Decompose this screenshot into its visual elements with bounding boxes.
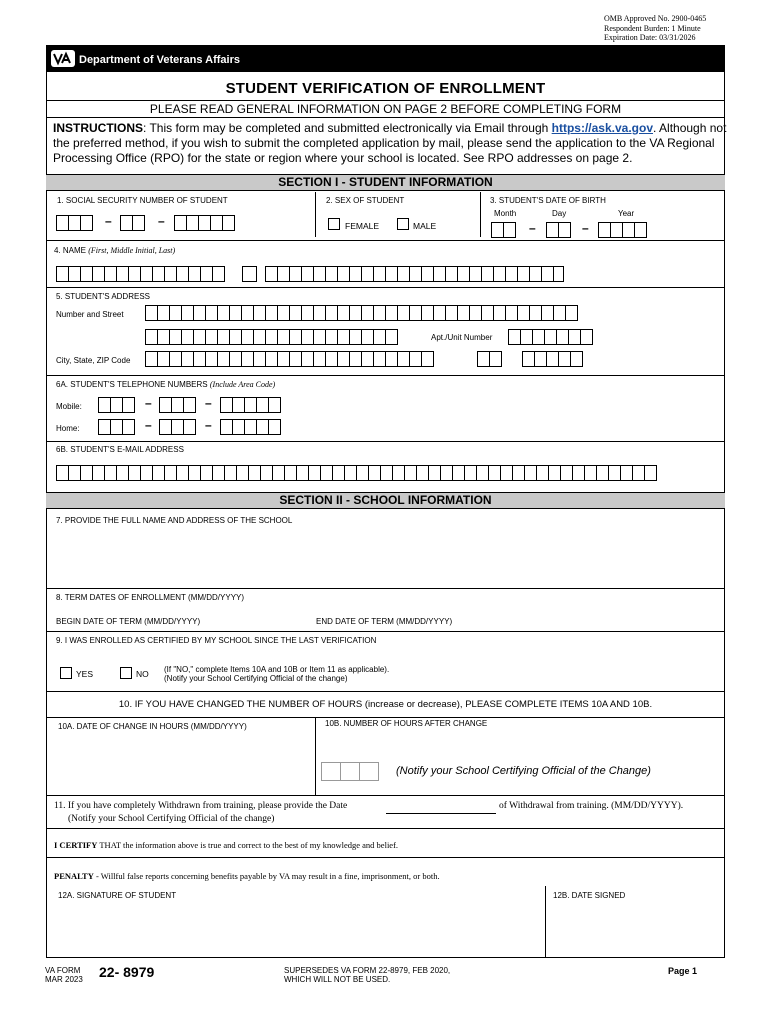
dob-dash: – bbox=[529, 221, 536, 235]
ask-va-link[interactable]: https://ask.va.gov bbox=[551, 121, 654, 135]
end-date-label: END DATE OF TERM (MM/DD/YYYY) bbox=[316, 617, 453, 626]
divider bbox=[46, 828, 725, 829]
yes-label: YES bbox=[76, 669, 94, 679]
section-1-header: SECTION I - STUDENT INFORMATION bbox=[46, 174, 725, 191]
mobile-area-field[interactable] bbox=[98, 397, 135, 413]
home-label: Home: bbox=[56, 424, 80, 433]
street-line-2-field[interactable] bbox=[145, 329, 398, 345]
last-name-field[interactable] bbox=[265, 266, 564, 282]
divider bbox=[46, 375, 725, 376]
divider bbox=[315, 717, 316, 795]
form-date: MAR 2023 bbox=[45, 975, 83, 984]
date-change-label: 10A. DATE OF CHANGE IN HOURS (MM/DD/YYYY) bbox=[58, 722, 247, 731]
va-logo-icon bbox=[51, 50, 75, 67]
form-title: STUDENT VERIFICATION OF ENROLLMENT bbox=[225, 80, 546, 97]
divider bbox=[545, 886, 546, 958]
withdrawn-text-2: of Withdrawal from training. (MM/DD/YYYY). bbox=[499, 801, 684, 811]
name-label: 4. NAME (First, Middle Initial, Last) bbox=[54, 246, 176, 255]
yes-checkbox[interactable] bbox=[60, 667, 72, 679]
divider bbox=[315, 192, 316, 237]
omb-burden: Respondent Burden: 1 Minute bbox=[604, 23, 701, 33]
form-number: 22- 8979 bbox=[99, 964, 155, 980]
signature-label: 12A. SIGNATURE OF STUDENT bbox=[58, 891, 177, 900]
omb-expiration: Expiration Date: 03/31/2026 bbox=[604, 33, 696, 42]
ssn-dash: – bbox=[158, 214, 165, 228]
phone-dash: – bbox=[145, 396, 152, 410]
male-label: MALE bbox=[413, 221, 437, 231]
divider bbox=[480, 192, 481, 237]
signature-field[interactable] bbox=[48, 904, 543, 956]
withdrawn-text-1: 11. If you have completely Withdrawn from training, please provide the Date bbox=[54, 801, 348, 811]
dob-dash: – bbox=[582, 221, 589, 235]
mobile-prefix-field[interactable] bbox=[159, 397, 196, 413]
no-note-1: (If "NO," complete Items 10A and 10B or Item 11 as applicable). bbox=[164, 665, 390, 674]
date-signed-label: 12B. DATE SIGNED bbox=[553, 891, 626, 900]
female-label: FEMALE bbox=[345, 221, 380, 231]
dob-year-field[interactable] bbox=[598, 222, 647, 238]
phone-dash: – bbox=[145, 418, 152, 432]
dob-day-field[interactable] bbox=[546, 222, 571, 238]
city-field[interactable] bbox=[145, 351, 434, 367]
instructions-label: INSTRUCTIONS bbox=[53, 121, 143, 135]
enrolled-label: 9. I WAS ENROLLED AS CERTIFIED BY MY SCHOOL SINCE THE LAST VERIFICATION bbox=[56, 636, 377, 645]
phone-hint: (Include Area Code) bbox=[209, 380, 276, 389]
instructions-text-1: : This form may be completed and submitted electronically via Email through bbox=[143, 121, 552, 135]
city-state-zip-label: City, State, ZIP Code bbox=[56, 356, 131, 365]
divider bbox=[46, 857, 725, 858]
begin-date-label: BEGIN DATE OF TERM (MM/DD/YYYY) bbox=[56, 617, 201, 626]
penalty-statement: PENALTY - Willful false reports concerning benefits payable by VA may result in a fine, imprisonment, or both. bbox=[54, 871, 440, 881]
dob-year-label: Year bbox=[618, 209, 635, 218]
mobile-line-field[interactable] bbox=[220, 397, 281, 413]
dob-month-label: Month bbox=[494, 209, 517, 218]
street-label: Number and Street bbox=[56, 310, 124, 319]
home-line-field[interactable] bbox=[220, 419, 281, 435]
first-name-field[interactable] bbox=[56, 266, 225, 282]
no-label: NO bbox=[136, 669, 149, 679]
divider bbox=[46, 240, 725, 241]
apt-field[interactable] bbox=[508, 329, 593, 345]
department-name: Department of Veterans Affairs bbox=[79, 54, 240, 66]
email-label: 6B. STUDENT'S E-MAIL ADDRESS bbox=[56, 445, 184, 454]
phone-label: 6A. STUDENT'S TELEPHONE NUMBERS (Include Area Code) bbox=[56, 380, 276, 389]
ssn-dash: – bbox=[105, 214, 112, 228]
divider bbox=[46, 287, 725, 288]
section-2-header: SECTION II - SCHOOL INFORMATION bbox=[46, 492, 725, 509]
school-label: 7. PROVIDE THE FULL NAME AND ADDRESS OF THE SCHOOL bbox=[56, 516, 293, 525]
home-prefix-field[interactable] bbox=[159, 419, 196, 435]
header-bar bbox=[46, 45, 725, 72]
phone-dash: – bbox=[205, 396, 212, 410]
hours-after-label: 10B. NUMBER OF HOURS AFTER CHANGE bbox=[325, 719, 488, 728]
name-hint: (First, Middle Initial, Last) bbox=[88, 246, 176, 255]
sex-label: 2. SEX OF STUDENT bbox=[326, 196, 405, 205]
supersedes-note: SUPERSEDES VA FORM 22-8979, FEB 2020, WHICH WILL NOT BE USED. bbox=[284, 966, 451, 984]
omb-info bbox=[604, 14, 706, 43]
page-number: Page 1 bbox=[668, 966, 698, 976]
term-dates-label: 8. TERM DATES OF ENROLLMENT (MM/DD/YYYY) bbox=[56, 593, 245, 602]
omb-approval: OMB Approved No. 2900-0465 bbox=[604, 14, 707, 23]
ssn-area-field[interactable] bbox=[56, 215, 93, 231]
address-label: 5. STUDENT'S ADDRESS bbox=[56, 292, 150, 301]
divider bbox=[46, 717, 725, 718]
ssn-group-field[interactable] bbox=[120, 215, 145, 231]
state-field[interactable] bbox=[477, 351, 502, 367]
no-checkbox[interactable] bbox=[120, 667, 132, 679]
divider bbox=[46, 100, 725, 101]
instructions-text-2: . Although not the preferred method, if you wish to submit the completed application by mail, please send the application to the VA Regional Processing Office (RPO) for the state or region where your school is located. See RPO addresses on page 2. bbox=[53, 121, 727, 165]
form-subtitle: PLEASE READ GENERAL INFORMATION ON PAGE 2 BEFORE COMPLETING FORM bbox=[149, 102, 622, 116]
instructions bbox=[53, 121, 743, 166]
divider bbox=[46, 691, 725, 692]
zip-field[interactable] bbox=[522, 351, 583, 367]
mobile-label: Mobile: bbox=[56, 402, 82, 411]
dob-label: 3. STUDENT'S DATE OF BIRTH bbox=[490, 196, 606, 205]
certify-statement: I CERTIFY THAT the information above is true and correct to the best of my knowledge and belief. bbox=[54, 840, 399, 850]
hours-after-field[interactable] bbox=[322, 762, 379, 781]
home-area-field[interactable] bbox=[98, 419, 135, 435]
apt-label: Apt./Unit Number bbox=[431, 333, 493, 342]
divider bbox=[46, 795, 725, 796]
dob-day-label: Day bbox=[552, 209, 567, 218]
ssn-label: 1. SOCIAL SECURITY NUMBER OF STUDENT bbox=[57, 196, 228, 205]
divider bbox=[46, 117, 725, 118]
dob-month-field[interactable] bbox=[491, 222, 516, 238]
middle-initial-field[interactable] bbox=[242, 266, 257, 282]
male-checkbox[interactable] bbox=[397, 218, 409, 230]
divider bbox=[46, 631, 725, 632]
notify-change-note: (Notify your School Certifying Official of the Change) bbox=[396, 765, 651, 777]
withdrawn-text-3: (Notify your School Certifying Official of the change) bbox=[68, 814, 275, 824]
divider bbox=[46, 588, 725, 589]
phone-dash: – bbox=[205, 418, 212, 432]
date-signed-field[interactable] bbox=[547, 904, 723, 956]
ssn-serial-field[interactable] bbox=[174, 215, 235, 231]
divider bbox=[46, 441, 725, 442]
hours-change-label: 10. IF YOU HAVE CHANGED THE NUMBER OF HOURS (increase or decrease), PLEASE COMPLETE ITEMS 10A AND 10B. bbox=[118, 699, 653, 710]
female-checkbox[interactable] bbox=[328, 218, 340, 230]
withdrawal-date-field[interactable] bbox=[386, 813, 496, 814]
street-line-1-field[interactable] bbox=[145, 305, 578, 321]
no-note-2: (Notify your School Certifying Official of the change) bbox=[164, 674, 348, 683]
email-field[interactable] bbox=[56, 465, 657, 481]
va-form-label: VA FORM MAR 2023 bbox=[45, 966, 83, 984]
